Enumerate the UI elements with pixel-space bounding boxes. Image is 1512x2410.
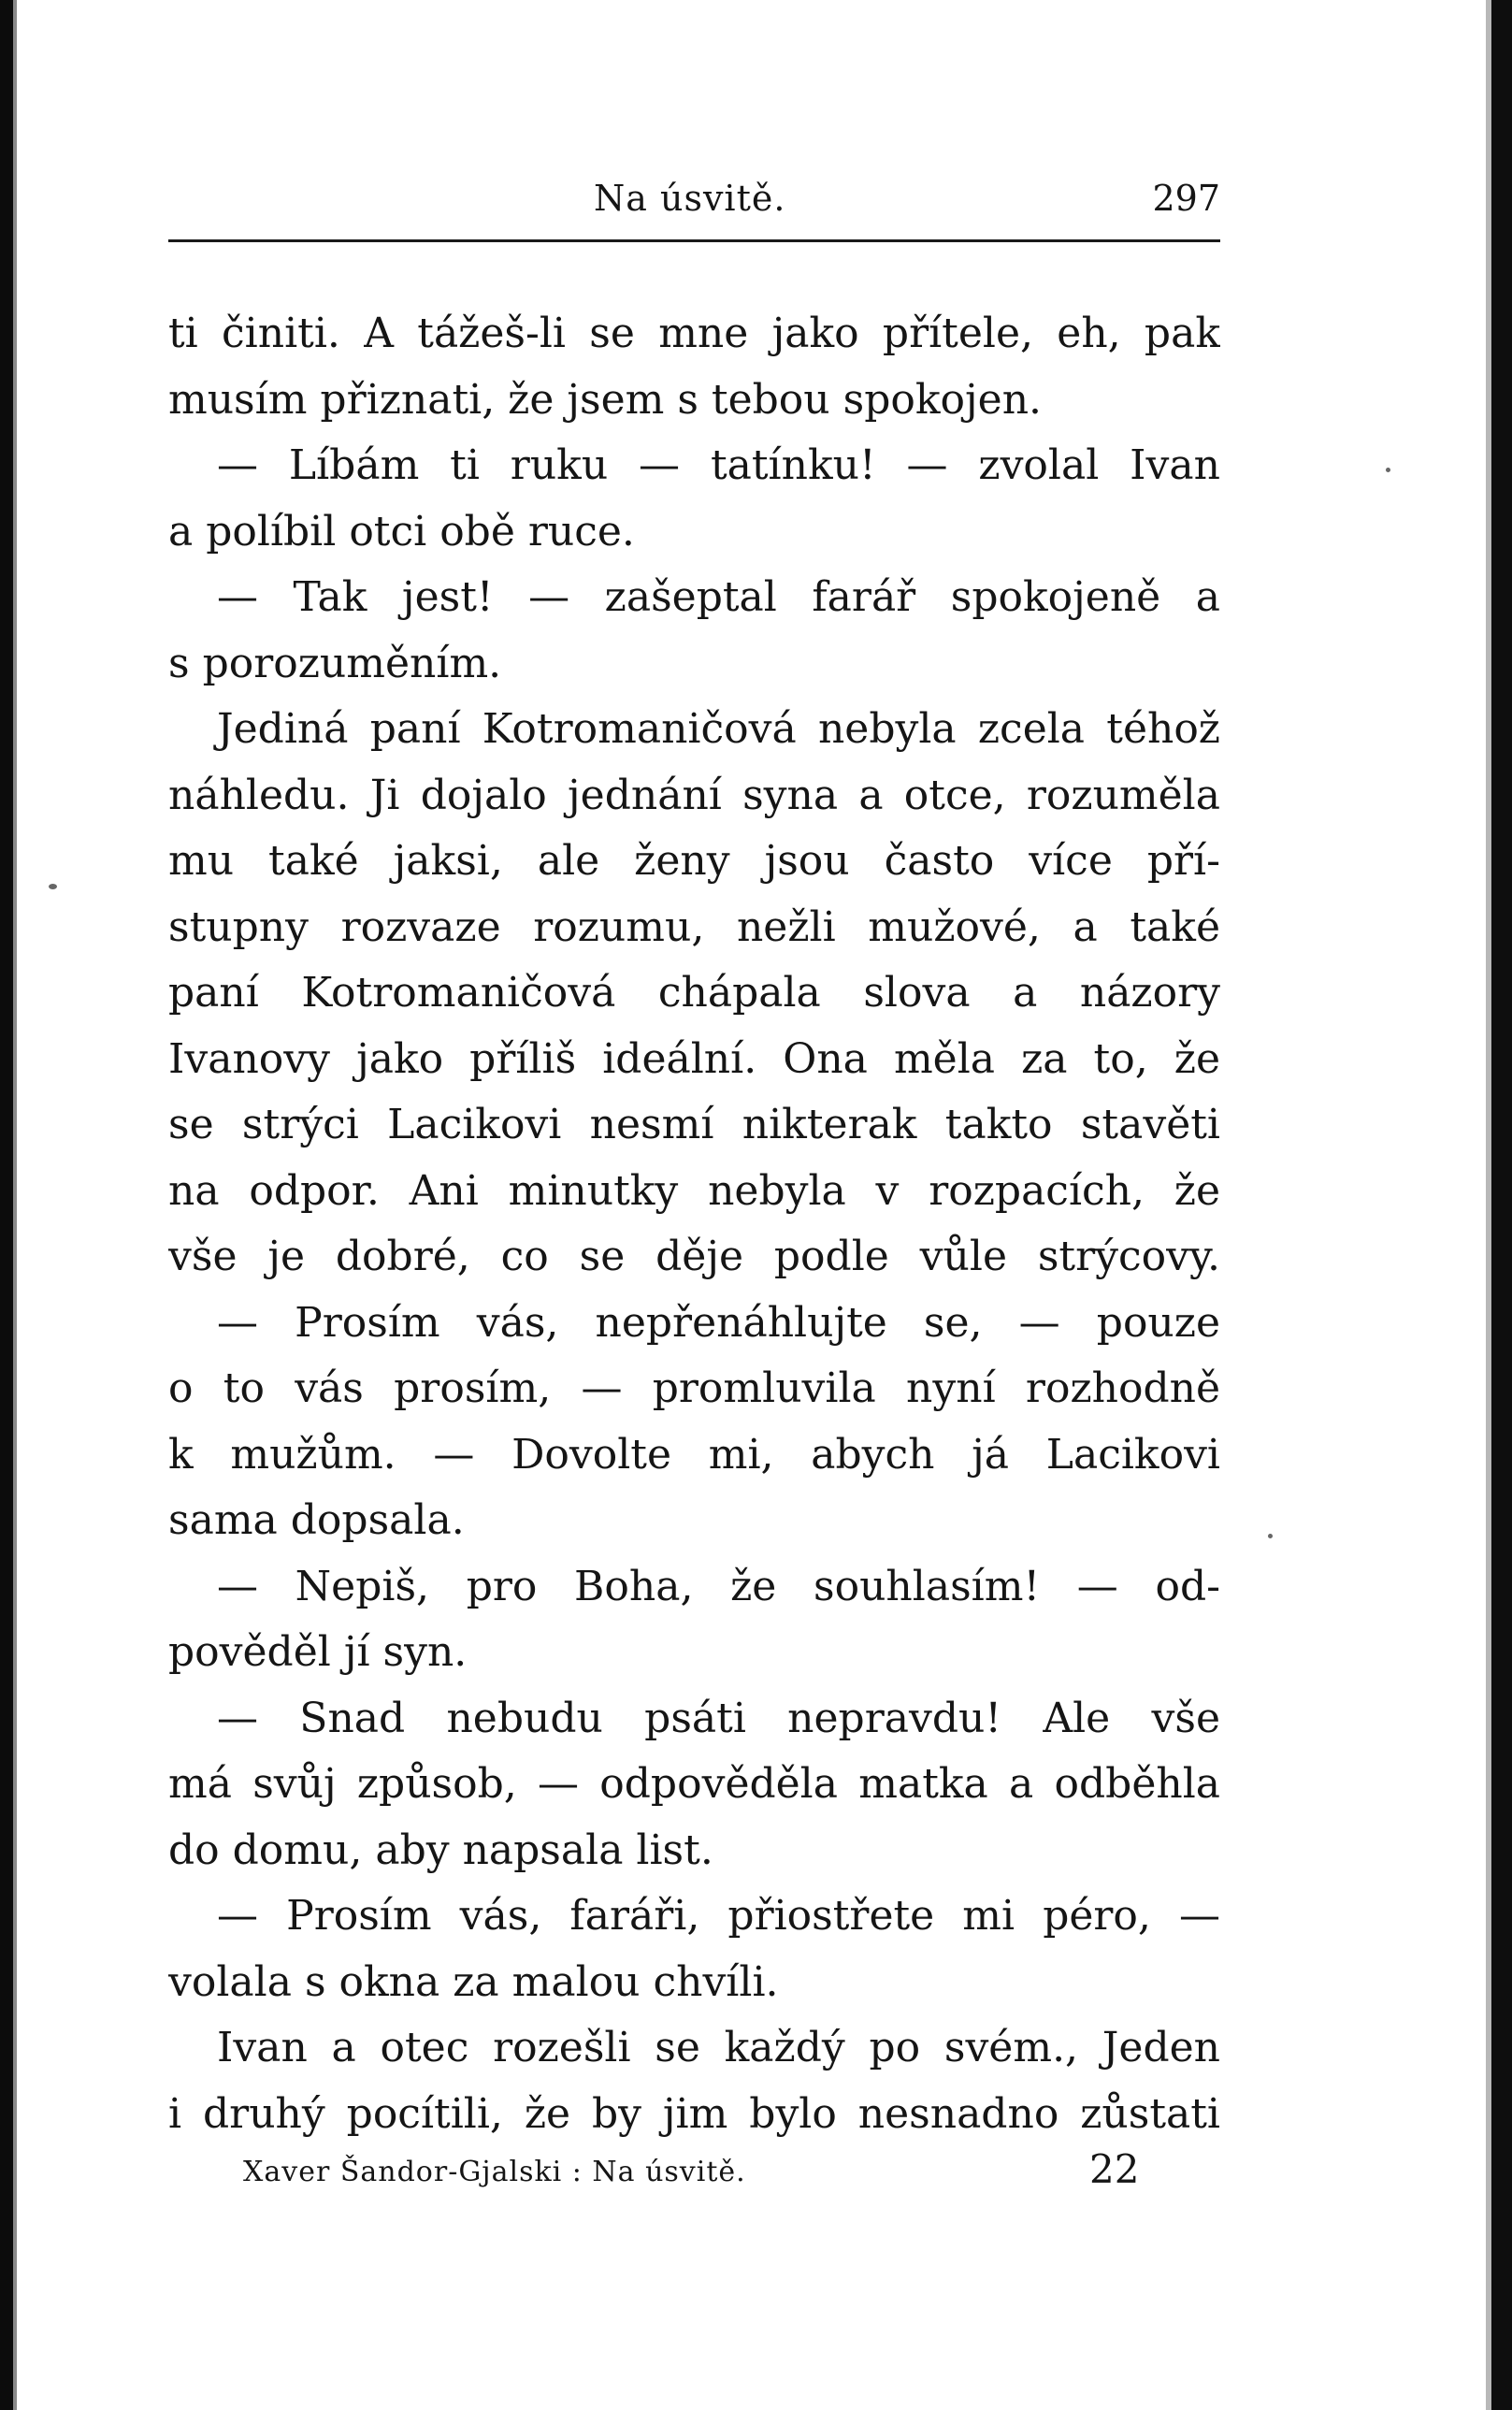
text-line: stupny rozvaze rozumu, nežli mužové, a také xyxy=(168,902,1220,951)
text-line: o to vás prosím, — promluvila nyní rozhodně xyxy=(168,1364,1220,1412)
page-edge-right xyxy=(1486,0,1491,2410)
text-line: se strýci Lacikovi nesmí nikterak takto stavěti xyxy=(168,1101,1220,1148)
book-page xyxy=(168,0,1220,2410)
text-line: musím přiznati, že jsem s tebou spokojen. xyxy=(168,375,1043,424)
text-line: pověděl jí syn. xyxy=(168,1628,468,1676)
text-line: — Tak jest! — zašeptal farář spokojeně a xyxy=(217,573,1220,621)
book-spine-right xyxy=(1491,0,1512,2410)
text-line: — Snad nebudu psáti nepravdu! Ale vše xyxy=(217,1694,1220,1742)
running-title: Na úsvitě. xyxy=(594,178,786,219)
text-line: na odpor. Ani minutky nebyla v rozpacích, že xyxy=(168,1166,1220,1215)
text-line: mu také jaksi, ale ženy jsou často více pří- xyxy=(168,837,1220,885)
text-line: i druhý pocítili, že by jim bylo nesnadno zůstati xyxy=(168,2089,1220,2138)
running-head xyxy=(168,178,1220,230)
print-speck xyxy=(49,884,57,889)
text-line: Ivanovy jako příliš ideální. Ona měla za to, že xyxy=(168,1034,1220,1083)
text-line: k mužům. — Dovolte mi, abych já Lacikovi xyxy=(168,1430,1220,1479)
text-line: — Prosím vás, faráři, přiostřete mi péro, — xyxy=(217,1892,1220,1940)
text-line: — Nepiš, pro Boha, že souhlasím! — od- xyxy=(217,1562,1220,1610)
text-line: ti činiti. A tážeš-li se mne jako přítele, eh, pak xyxy=(168,310,1220,357)
signature-line xyxy=(243,2146,1178,2202)
book-spine-left xyxy=(0,0,13,2410)
signature-mark: 22 xyxy=(1089,2146,1140,2192)
text-line: má svůj způsob, — odpověděla matka a odběhla xyxy=(168,1760,1220,1808)
text-line: — Líbám ti ruku — tatínku! — zvolal Ivan xyxy=(217,441,1220,489)
text-line: volala s okna za malou chvíli. xyxy=(168,1957,779,2006)
text-line: paní Kotromaničová chápala slova a názory xyxy=(168,969,1220,1017)
text-line: Jediná paní Kotromaničová nebyla zcela téhož xyxy=(217,705,1220,753)
text-line: a políbil otci obě ruce. xyxy=(168,507,635,556)
page-edge-left xyxy=(13,0,17,2410)
body-text xyxy=(168,301,1220,2147)
text-line: vše je dobré, co se děje podle vůle strýcovy. xyxy=(168,1233,1220,1280)
text-line: s porozuměním. xyxy=(168,639,502,687)
signature: Xaver Šandor-Gjalski : Na úsvitě. xyxy=(243,2156,746,2188)
text-line: Ivan a otec rozešli se každý po svém., Jeden xyxy=(217,2024,1220,2071)
print-speck xyxy=(1268,1534,1273,1538)
text-line: náhledu. Ji dojalo jednání syna a otce, rozuměla xyxy=(168,771,1220,819)
text-line: sama dopsala. xyxy=(168,1496,465,1544)
text-line: — Prosím vás, nepřenáhlujte se, — pouze xyxy=(217,1298,1220,1347)
text-line: do domu, aby napsala list. xyxy=(168,1826,713,1874)
header-rule xyxy=(168,239,1220,242)
print-speck xyxy=(1386,468,1390,472)
page-number: 297 xyxy=(1152,178,1220,219)
